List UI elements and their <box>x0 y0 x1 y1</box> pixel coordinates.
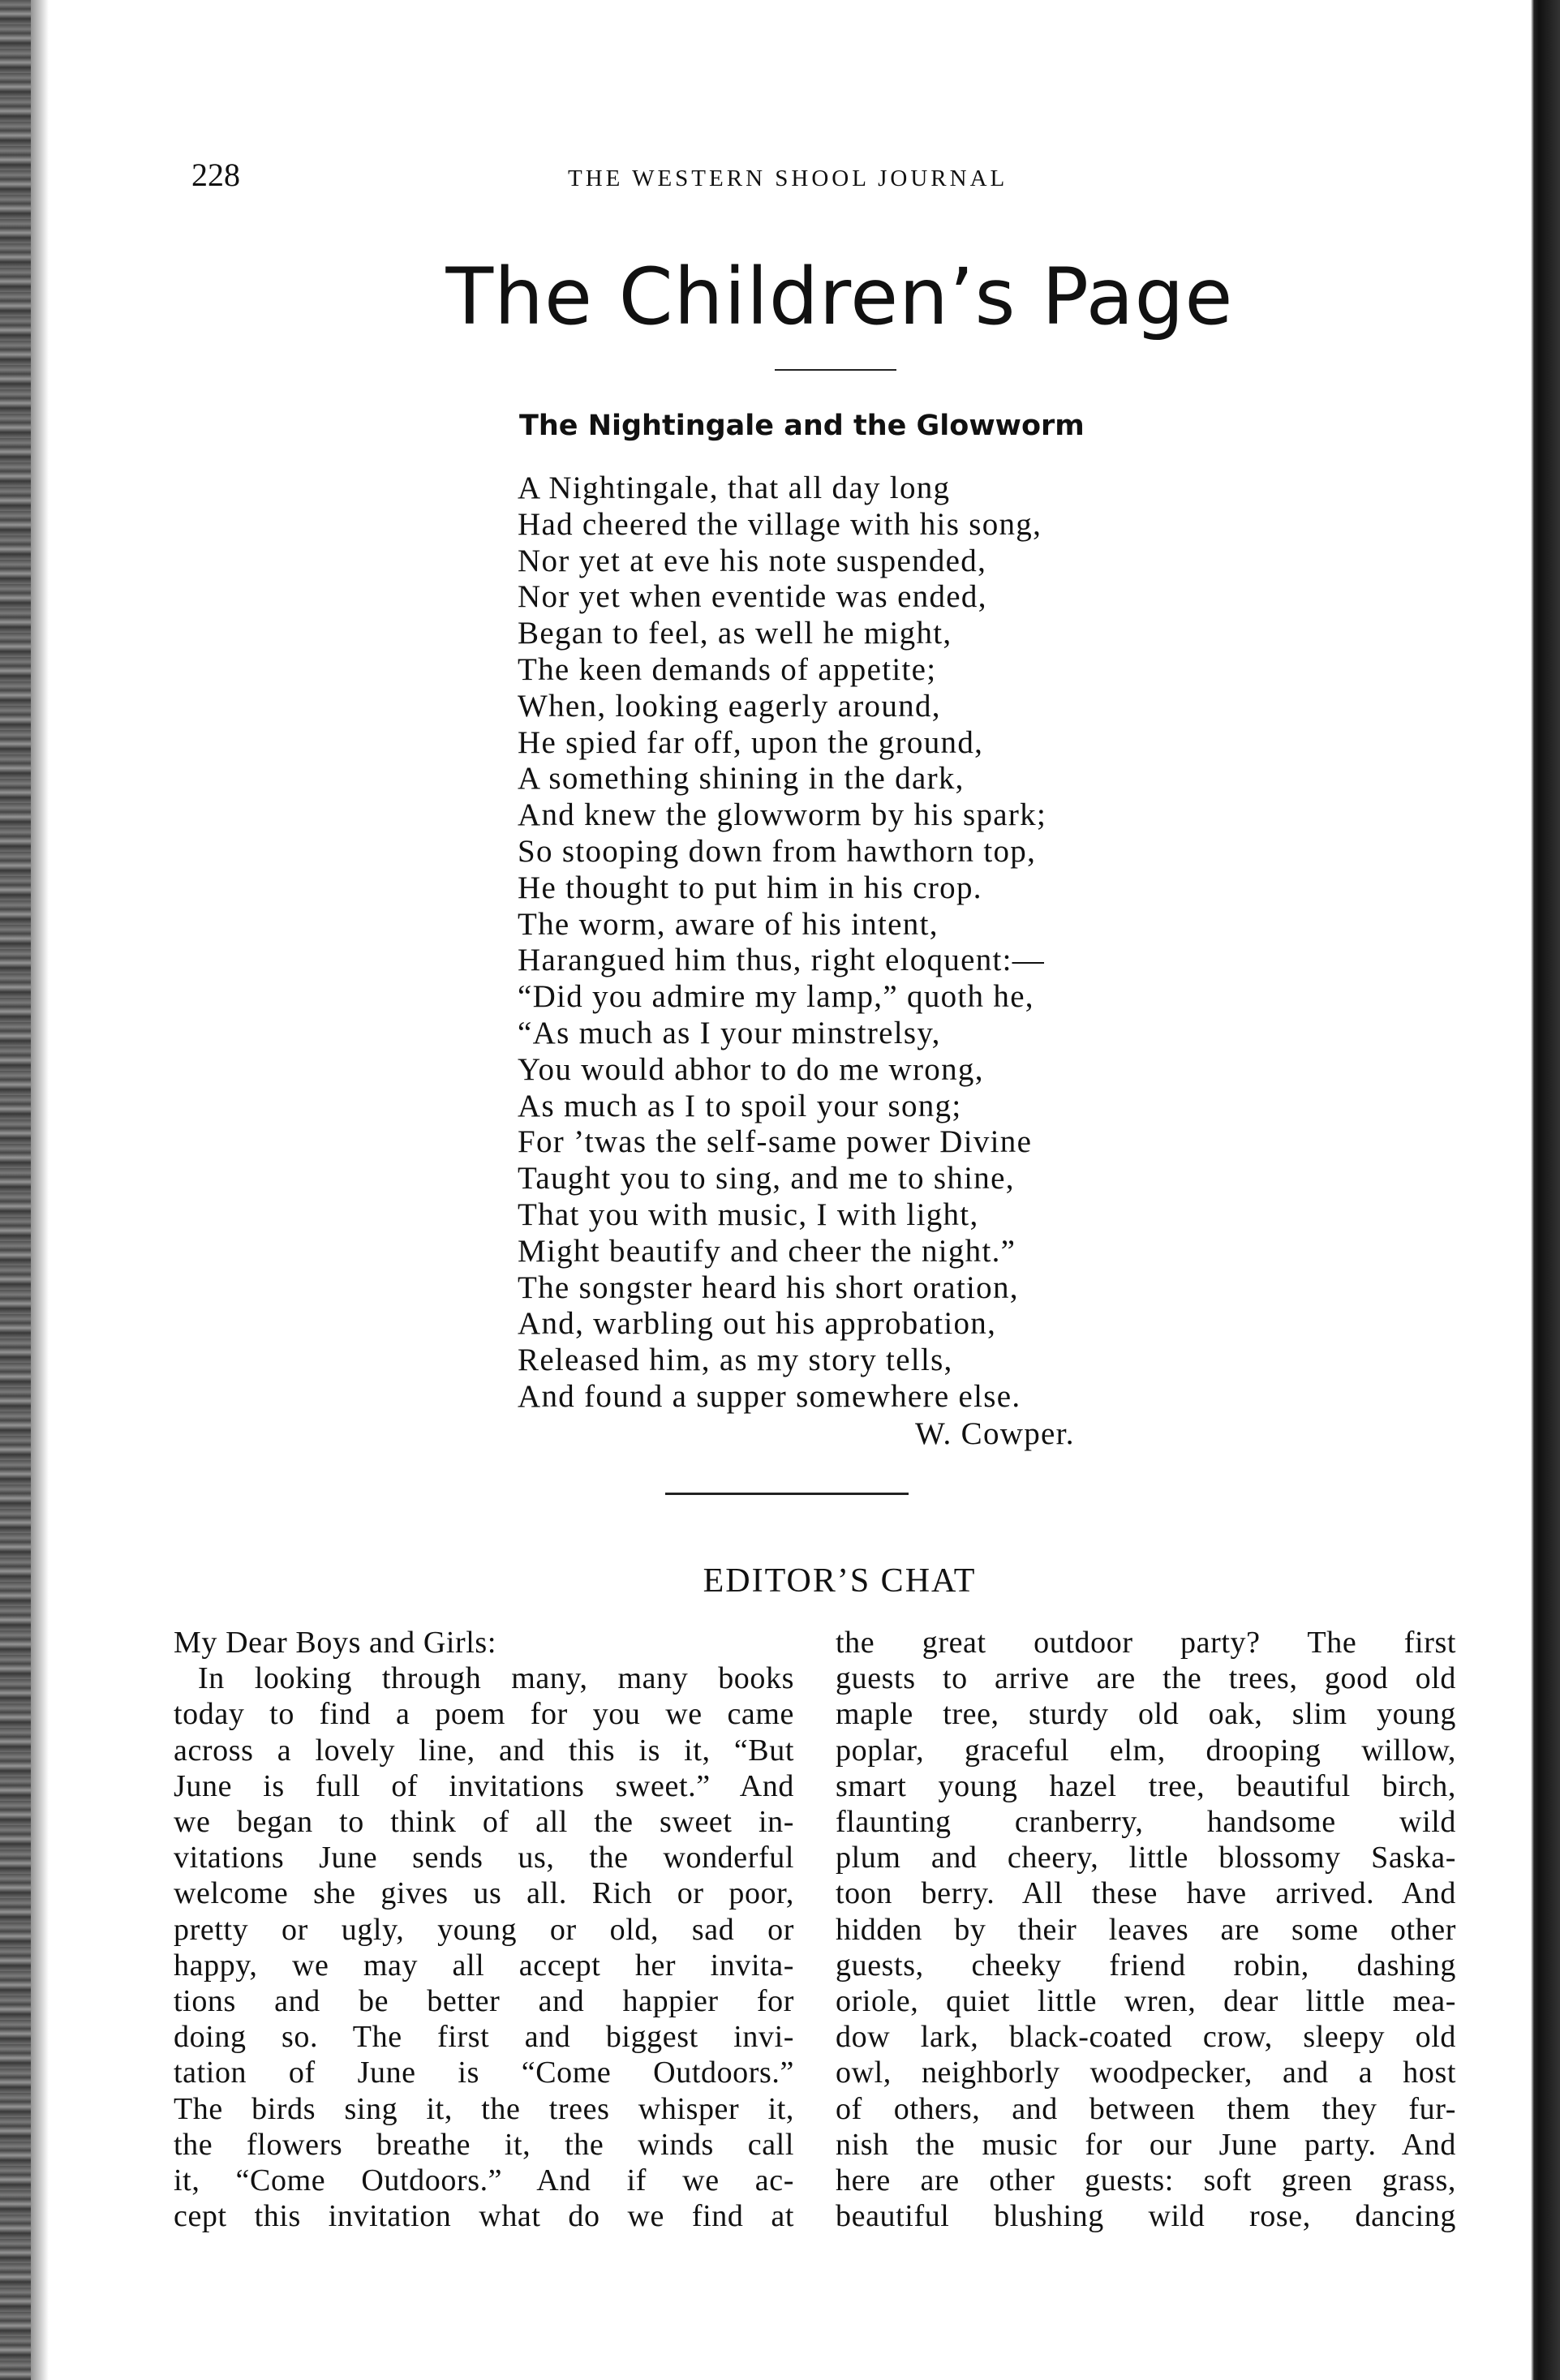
text-line: oriole, quiet little wren, dear little mea- <box>836 1984 1456 2019</box>
text-line: across a lovely line, and this is it, “But <box>174 1733 794 1768</box>
right-binding-edge <box>1524 0 1560 2380</box>
text-line: of others, and between them they fur- <box>836 2091 1456 2126</box>
text-line: owl, neighborly woodpecker, and a host <box>836 2056 1456 2090</box>
poem-line: And, warbling out his approbation, <box>518 1306 997 1342</box>
poem-line: When, looking eagerly around, <box>518 688 941 724</box>
poem-author: W. Cowper. <box>915 1416 1075 1451</box>
poem-line: Nor yet when eventide was ended, <box>518 579 987 615</box>
poem-line: Might beautify and cheer the night.” <box>518 1233 1016 1269</box>
poem-line: Taught you to sing, and me to shine, <box>518 1161 1015 1196</box>
poem-line: You would abhor to do me wrong, <box>518 1051 984 1087</box>
poem-body <box>518 470 1183 1416</box>
salutation: My Dear Boys and Girls: <box>174 1626 496 1660</box>
text-line: tions and be better and happier for <box>174 1984 794 2019</box>
poem-line: The keen demands of appetite; <box>518 651 937 687</box>
text-line: it, “Come Outdoors.” And if we ac- <box>174 2163 794 2198</box>
text-line: maple tree, sturdy old oak, slim young <box>836 1697 1456 1732</box>
section-rule <box>665 1493 909 1495</box>
poem-line: A something shining in the dark, <box>518 761 965 797</box>
text-line: The birds sing it, the trees whisper it, <box>174 2091 794 2126</box>
page-number: 228 <box>191 157 240 193</box>
text-line: we began to think of all the sweet in- <box>174 1805 794 1840</box>
running-head: THE WESTERN SHOOL JOURNAL <box>568 165 1008 191</box>
text-line: the great outdoor party? The first <box>836 1626 1456 1660</box>
text-line: guests to arrive are the trees, good old <box>836 1661 1456 1696</box>
text-line: doing so. The first and biggest invi- <box>174 2020 794 2055</box>
text-line: beautiful blushing wild rose, dancing <box>836 2199 1456 2234</box>
text-line: dow lark, black-coated crow, sleepy old <box>836 2020 1456 2055</box>
text-line: pretty or ugly, young or old, sad or <box>174 1912 794 1947</box>
text-line: welcome she gives us all. Rich or poor, <box>174 1876 794 1911</box>
poem-line: Nor yet at eve his note suspended, <box>518 543 987 578</box>
poem-line: That you with music, I with light, <box>518 1196 979 1232</box>
title-rule <box>775 369 896 371</box>
text-line: today to find a poem for you we came <box>174 1697 794 1732</box>
poem-line: “Did you admire my lamp,” quoth he, <box>518 979 1034 1015</box>
text-line: cept this invitation what do we find at <box>174 2199 794 2234</box>
text-line: toon berry. All these have arrived. And <box>836 1876 1456 1911</box>
poem-title: The Nightingale and the Glowworm <box>519 410 1085 442</box>
poem-line: The songster heard his short oration, <box>518 1269 1019 1305</box>
editors-chat-right-column <box>836 1625 1456 2234</box>
poem-line: He spied far off, upon the ground, <box>518 724 984 760</box>
left-binding-shadow <box>31 0 49 2380</box>
left-binding-edge <box>0 0 31 2380</box>
text-line: the flowers breathe it, the winds call <box>174 2127 794 2162</box>
page-title: The Children’s Page <box>445 251 1234 342</box>
editors-chat-heading: EDITOR’S CHAT <box>703 1562 977 1600</box>
poem-line: The worm, aware of his intent, <box>518 906 939 942</box>
text-line: smart young hazel tree, beautiful birch, <box>836 1768 1456 1803</box>
text-line: poplar, graceful elm, drooping willow, <box>836 1733 1456 1768</box>
editors-chat-left-column <box>174 1625 794 2234</box>
poem-line: Had cheered the village with his song, <box>518 506 1042 542</box>
poem-line: A Nightingale, that all day long <box>518 470 951 505</box>
poem-line: As much as I to spoil your song; <box>518 1088 962 1123</box>
text-line: In looking through many, many books <box>198 1661 794 1696</box>
poem-line: And knew the glowworm by his spark; <box>518 797 1047 833</box>
text-line: flaunting cranberry, handsome wild <box>836 1805 1456 1840</box>
poem-line: Began to feel, as well he might, <box>518 616 952 651</box>
poem-line: So stooping down from hawthorn top, <box>518 833 1037 869</box>
poem-line: “As much as I your minstrelsy, <box>518 1015 941 1050</box>
text-line: guests, cheeky friend robin, dashing <box>836 1948 1456 1983</box>
poem-line: For ’twas the self-same power Divine <box>518 1124 1033 1160</box>
text-line: plum and cheery, little blossomy Saska- <box>836 1841 1456 1875</box>
text-line: tation of June is “Come Outdoors.” <box>174 2056 794 2090</box>
text-line: here are other guests: soft green grass, <box>836 2163 1456 2198</box>
text-line: happy, we may all accept her invita- <box>174 1948 794 1983</box>
poem-line: And found a supper somewhere else. <box>518 1378 1021 1414</box>
text-line: vitations June sends us, the wonderful <box>174 1841 794 1875</box>
text-line: hidden by their leaves are some other <box>836 1912 1456 1947</box>
text-line: nish the music for our June party. And <box>836 2127 1456 2162</box>
poem-line: Released him, as my story tells, <box>518 1343 953 1378</box>
poem-line: He thought to put him in his crop. <box>518 870 982 905</box>
text-line: June is full of invitations sweet.” And <box>174 1768 794 1803</box>
poem-line: Harangued him thus, right eloquent:— <box>518 943 1046 978</box>
